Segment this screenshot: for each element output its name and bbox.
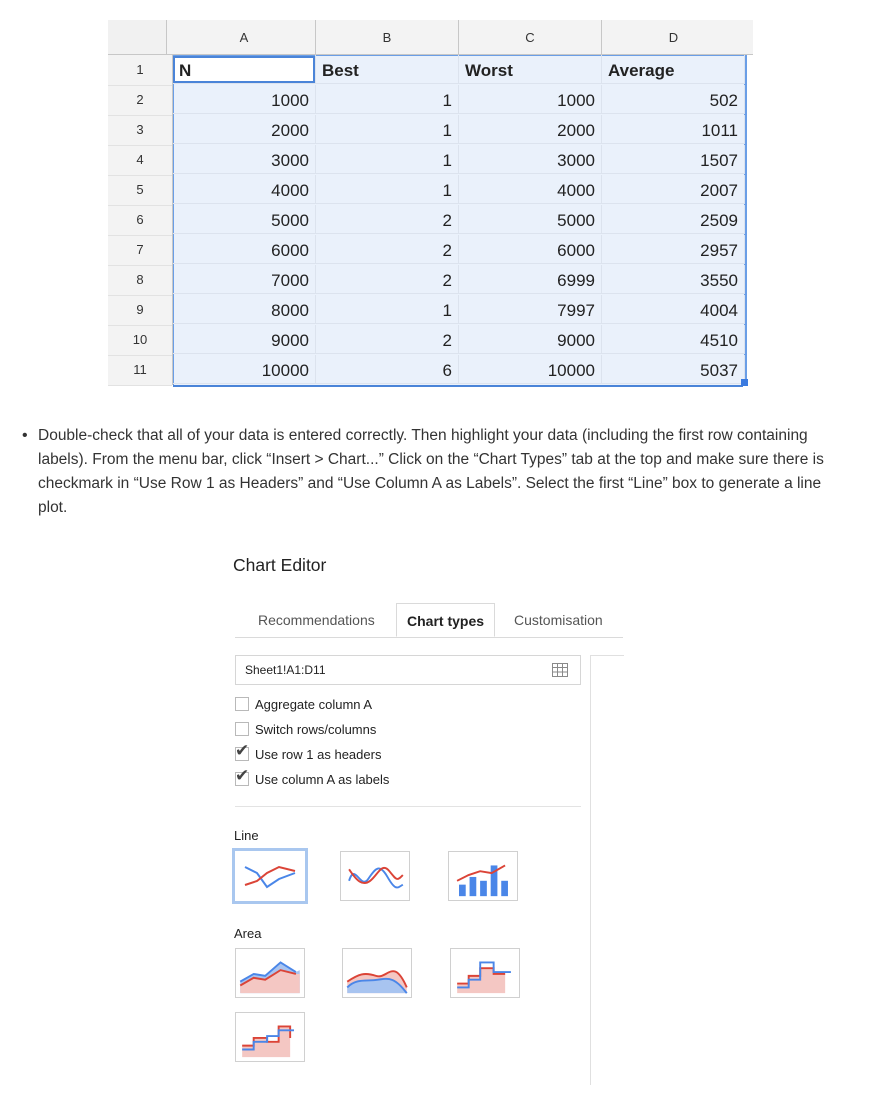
data-cell[interactable]: 5000 [173,205,316,234]
checkmark-icon: ✔ [235,741,250,760]
checkmark-icon: ✔ [235,766,250,785]
line-section-label: Line [234,828,259,843]
tab-customisation[interactable]: Customisation [514,612,603,628]
area-chart-icon [236,949,304,997]
data-cell[interactable]: 6000 [459,235,602,264]
data-cell[interactable]: 9000 [173,325,316,354]
area-chart-thumbnail-2[interactable] [342,948,412,998]
data-cell[interactable]: 1 [316,175,459,204]
data-cell[interactable]: 9000 [459,325,602,354]
row-header-7[interactable]: 7 [108,235,172,266]
data-cell[interactable]: 1011 [602,115,745,144]
data-cell[interactable]: 2 [316,235,459,264]
data-cell[interactable]: 6000 [173,235,316,264]
area-section-label: Area [234,926,262,941]
row-header-bar [108,55,173,385]
data-cell[interactable]: 6999 [459,265,602,294]
stepped-area-chart-icon [451,949,519,997]
data-cell[interactable]: 1000 [459,85,602,114]
stepped-area-chart-thumbnail[interactable] [450,948,520,998]
selection-bottom-edge [173,385,743,387]
chart-editor-panel [232,550,632,1090]
combo-chart-icon [449,852,517,900]
data-cell[interactable]: 502 [602,85,745,114]
checkbox[interactable] [235,697,249,711]
column-header-c[interactable]: C [459,20,602,54]
data-cell[interactable]: 2957 [602,235,745,264]
data-cell[interactable]: 4004 [602,295,745,324]
area-chart-thumbnail-1[interactable] [235,948,305,998]
data-cell[interactable]: 3000 [459,145,602,174]
data-cell[interactable]: 1 [316,145,459,174]
row-header-2[interactable]: 2 [108,85,172,116]
data-cell[interactable]: 4000 [173,175,316,204]
data-cell[interactable]: 2509 [602,205,745,234]
line-chart-thumbnail-1[interactable] [232,848,308,904]
data-cell[interactable]: 7000 [173,265,316,294]
data-cell[interactable]: 7997 [459,295,602,324]
data-cell[interactable]: 2000 [173,115,316,144]
row-header-9[interactable]: 9 [108,295,172,326]
line-chart-thumbnail-2[interactable] [340,851,410,901]
row-header-5[interactable]: 5 [108,175,172,206]
header-cell-a[interactable]: N [173,55,316,84]
bullet-marker: • [22,427,28,444]
data-cell[interactable]: 2007 [602,175,745,204]
column-header-end [745,20,753,54]
combo-chart-thumbnail[interactable] [448,851,518,901]
row-header-1[interactable]: 1 [108,55,172,86]
select-all-corner[interactable] [108,20,167,55]
row-header-6[interactable]: 6 [108,205,172,236]
row-header-4[interactable]: 4 [108,145,172,176]
chart-editor-title: Chart Editor [233,555,327,575]
data-cell[interactable]: 1 [316,115,459,144]
option-label: Switch rows/columns [255,722,377,737]
option-label: Use row 1 as headers [255,747,382,762]
grid-icon[interactable] [552,663,568,677]
chart-editor-tabs [235,603,623,638]
data-cell[interactable]: 5000 [459,205,602,234]
instruction-text: Double-check that all of your data is entered correctly. Then highlight your data (including the first row containing labels). From the menu bar, click “Insert > Chart...” Click on the “Chart Types” tab at the top and make sure there is checkmark in “Use Row 1 as Headers” and “Use Column A as Labels”. Select the first “Line” box to generate a line plot. [38,427,824,516]
spreadsheet [108,20,748,392]
data-cell[interactable]: 1 [316,85,459,114]
column-header-b[interactable]: B [316,20,459,54]
fill-handle[interactable] [741,379,748,386]
data-range-input[interactable]: Sheet1!A1:D11 [235,655,581,685]
data-cell[interactable]: 10000 [173,355,316,384]
data-cell[interactable]: 10000 [459,355,602,384]
row-header-3[interactable]: 3 [108,115,172,146]
data-cell[interactable]: 2 [316,325,459,354]
data-cell[interactable]: 2 [316,205,459,234]
header-cell-d[interactable]: Average [602,55,745,84]
smooth-line-chart-icon [341,852,409,900]
header-cell-b[interactable]: Best [316,55,459,84]
smooth-area-chart-icon [343,949,411,997]
data-cell[interactable]: 2000 [459,115,602,144]
selection-right-edge [745,55,747,385]
column-header-a[interactable]: A [173,20,316,54]
header-cell-c[interactable]: Worst [459,55,602,84]
option-label: Use column A as labels [255,772,390,787]
data-cell[interactable]: 4000 [459,175,602,204]
row-header-8[interactable]: 8 [108,265,172,296]
stepped-area-chart-icon [236,1013,304,1061]
line-chart-icon [235,851,305,901]
chart-preview-panel [590,655,624,1085]
data-cell[interactable]: 2 [316,265,459,294]
data-cell[interactable]: 8000 [173,295,316,324]
data-cell[interactable]: 4510 [602,325,745,354]
data-cell[interactable]: 6 [316,355,459,384]
instruction-bullet [22,424,842,520]
data-cell[interactable]: 1000 [173,85,316,114]
data-cell[interactable]: 3000 [173,145,316,174]
data-cell[interactable]: 5037 [602,355,745,384]
row-header-10[interactable]: 10 [108,325,172,356]
checkbox[interactable] [235,722,249,736]
data-cell[interactable]: 1507 [602,145,745,174]
option-label: Aggregate column A [255,697,373,712]
column-header-d[interactable]: D [668,30,679,45]
tab-recommendations[interactable]: Recommendations [258,612,375,628]
data-cell[interactable]: 1 [316,295,459,324]
tab-chart-types[interactable]: Chart types [396,603,495,637]
section-divider [235,806,581,807]
stepped-area-chart-thumbnail-2[interactable] [235,1012,305,1062]
row-header-11[interactable]: 11 [108,355,172,386]
data-cell[interactable]: 3550 [602,265,745,294]
